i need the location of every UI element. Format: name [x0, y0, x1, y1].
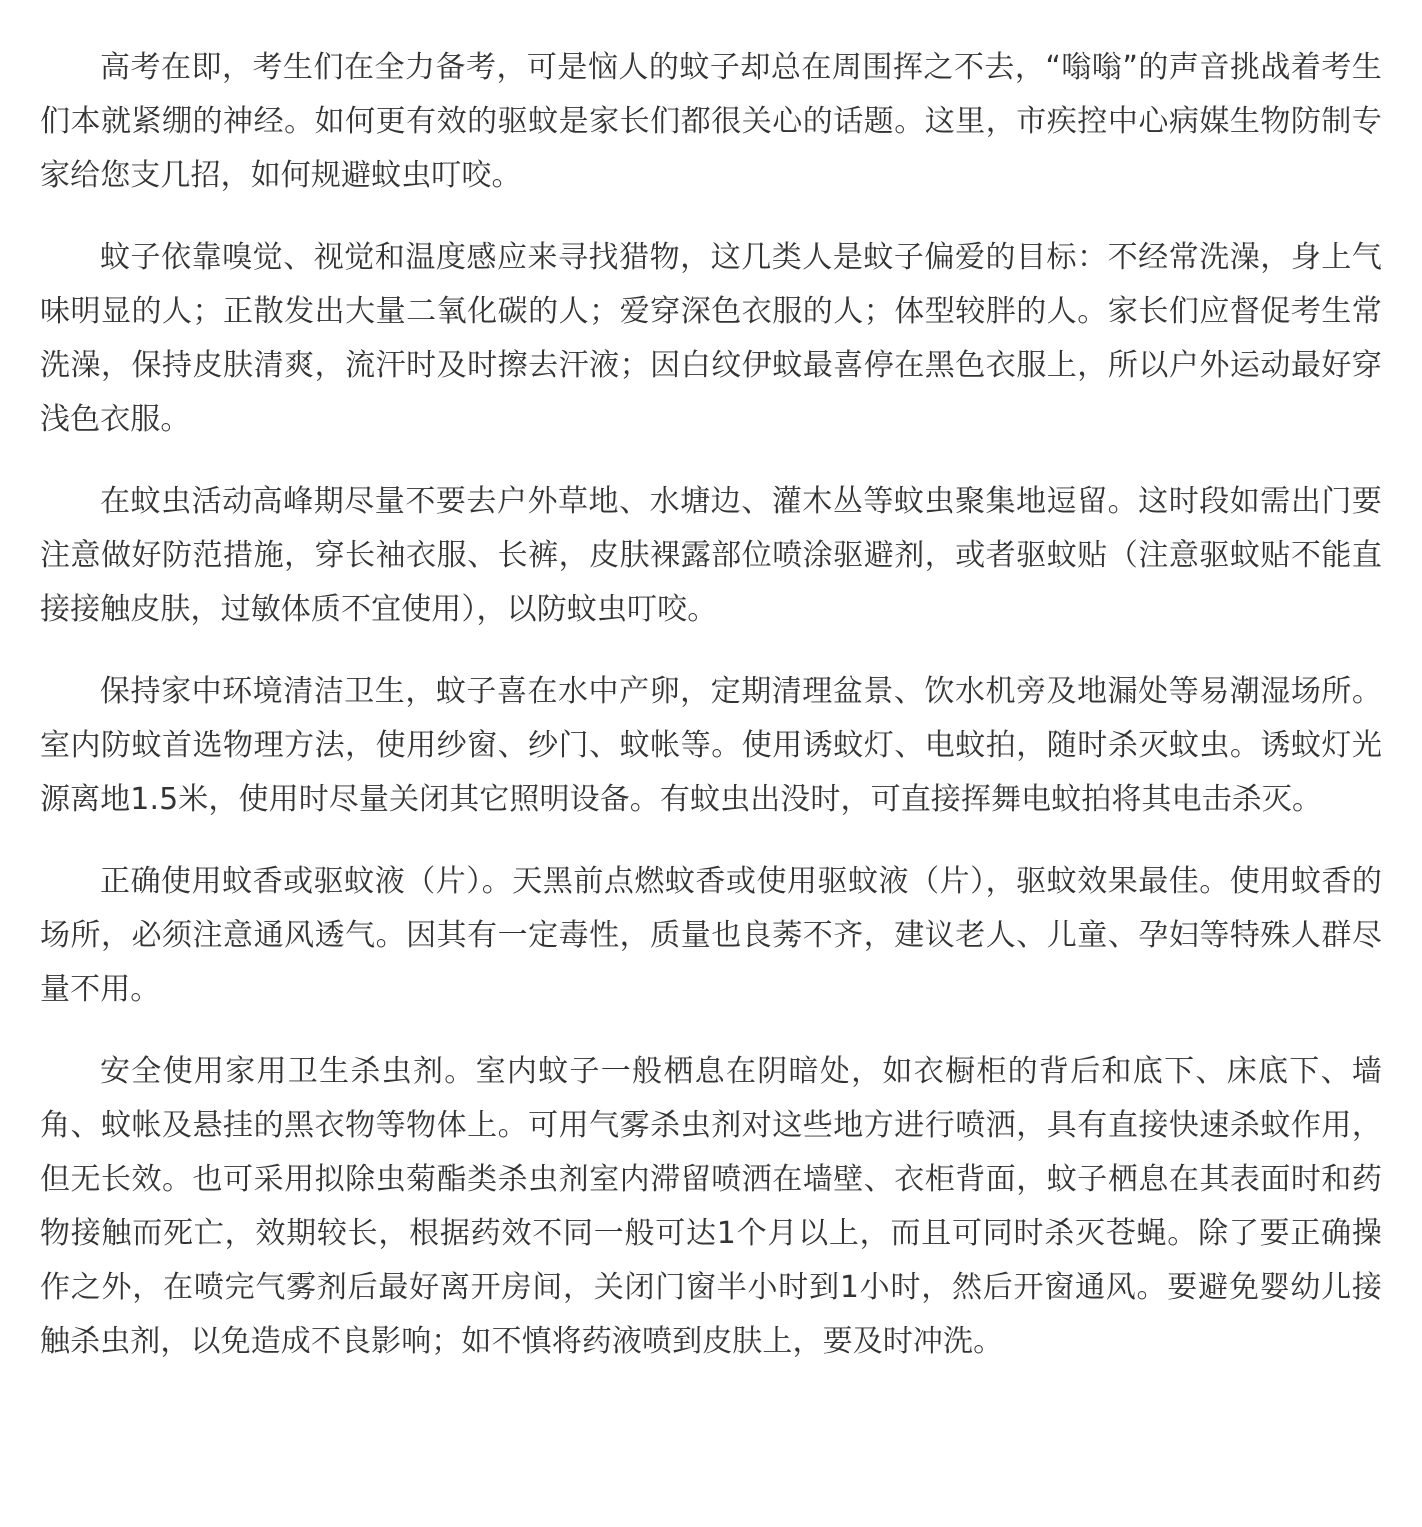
paragraph-outdoor-protection: 在蚊虫活动高峰期尽量不要去户外草地、水塘边、灌木丛等蚊虫聚集地逗留。这时段如需出门要注意做好防范措施，穿长袖衣服、长裤，皮肤裸露部位喷涂驱避剂，或者驱蚊贴（注意驱蚊贴不能直接接触皮肤，过敏体质不宜使用），以防蚊虫叮咬。	[40, 484, 1382, 627]
paragraph-home-environment: 保持家中环境清洁卫生，蚊子喜在水中产卵，定期清理盆景、饮水机旁及地漏处等易潮湿场所。室内防蚊首选物理方法，使用纱窗、纱门、蚊帐等。使用诱蚊灯、电蚊拍，随时杀灭蚊虫。诱蚊灯光源离地1.5米，使用时尽量关闭其它照明设备。有蚊虫出没时，可直接挥舞电蚊拍将其电击杀灭。	[40, 674, 1382, 817]
paragraph-intro: 高考在即，考生们在全力备考，可是恼人的蚊子却总在周围挥之不去，“嗡嗡”的声音挑战着考生们本就紧绷的神经。如何更有效的驱蚊是家长们都很关心的话题。这里，市疾控中心病媒生物防制专家给您支几招，如何规避蚊虫叮咬。	[40, 50, 1382, 193]
paragraph-mosquito-targets: 蚊子依靠嗅觉、视觉和温度感应来寻找猎物，这几类人是蚊子偏爱的目标：不经常洗澡，身上气味明显的人；正散发出大量二氧化碳的人；爱穿深色衣服的人；体型较胖的人。家长们应督促考生常洗澡，保持皮肤清爽，流汗时及时擦去汗液；因白纹伊蚊最喜停在黑色衣服上，所以户外运动最好穿浅色衣服。	[40, 240, 1382, 437]
paragraph-insecticide: 安全使用家用卫生杀虫剂。室内蚊子一般栖息在阴暗处，如衣橱柜的背后和底下、床底下、墙角、蚊帐及悬挂的黑衣物等物体上。可用气雾杀虫剂对这些地方进行喷洒，具有直接快速杀蚊作用，但无长效。也可采用拟除虫菊酯类杀虫剂室内滞留喷洒在墙壁、衣柜背面，蚊子栖息在其表面时和药物接触而死亡，效期较长，根据药效不同一般可达1个月以上，而且可同时杀灭苍蝇。除了要正确操作之外，在喷完气雾剂后最好离开房间，关闭门窗半小时到1小时，然后开窗通风。要避免婴幼儿接触杀虫剂，以免造成不良影响；如不慎将药液喷到皮肤上，要及时冲洗。	[40, 1054, 1382, 1359]
paragraph-mosquito-coil: 正确使用蚊香或驱蚊液（片）。天黑前点燃蚊香或使用驱蚊液（片），驱蚊效果最佳。使用蚊香的场所，必须注意通风透气。因其有一定毒性，质量也良莠不齐，建议老人、儿童、孕妇等特殊人群尽量不用。	[40, 864, 1382, 1007]
